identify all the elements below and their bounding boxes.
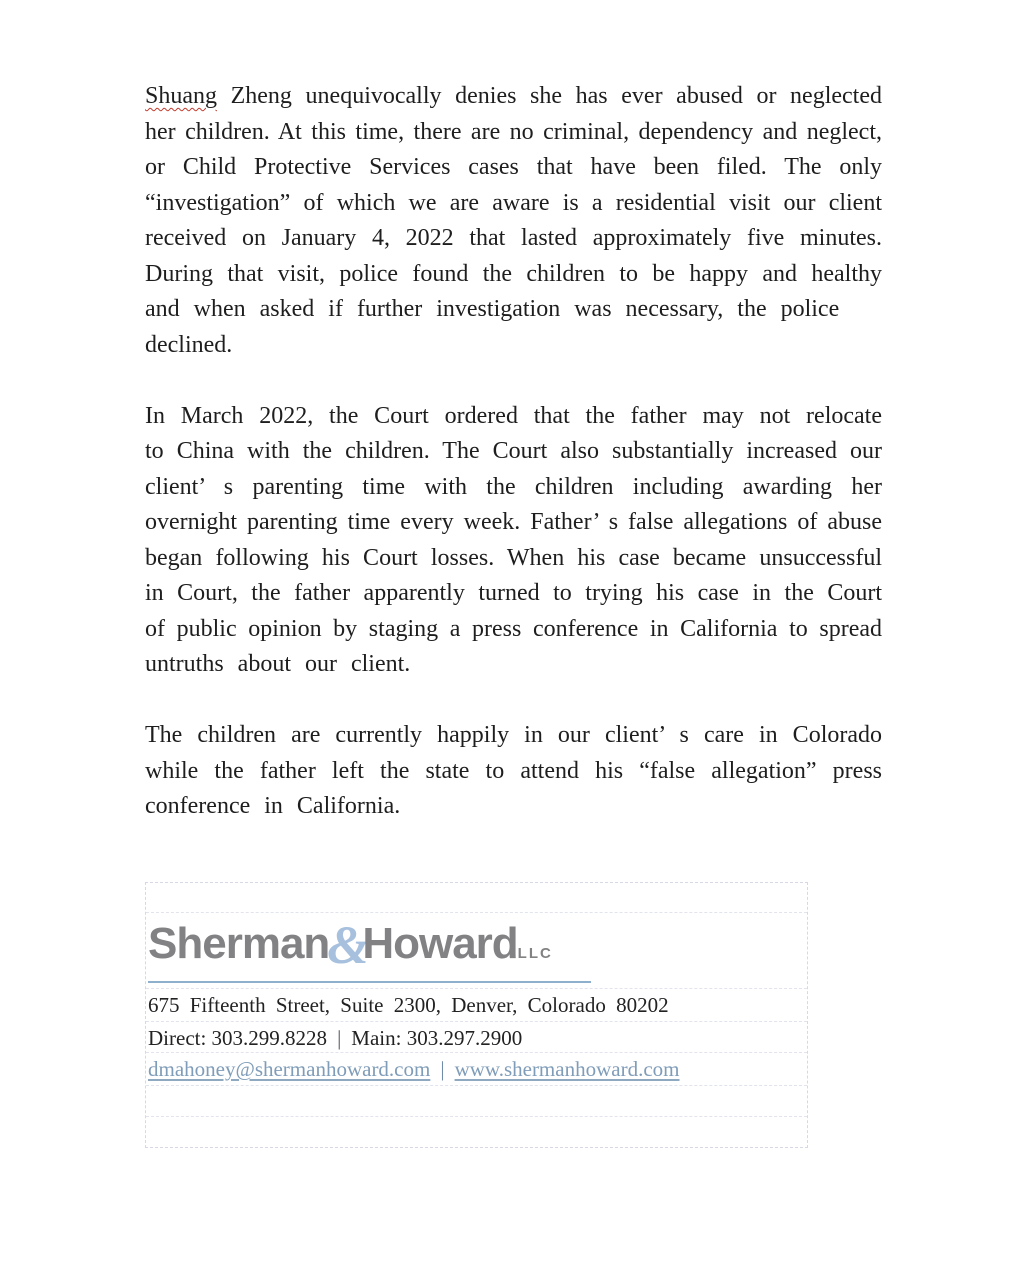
text-line: untruths about our client. bbox=[145, 651, 411, 677]
text-line: During that visit, police found the children to be happy and healthy bbox=[145, 260, 882, 287]
website-link[interactable]: www.shermanhoward.com bbox=[454, 1057, 680, 1081]
paragraph bbox=[145, 399, 882, 683]
text-line: her children. At this time, there are no criminal, dependency and neglect, bbox=[145, 118, 882, 145]
paragraph bbox=[145, 79, 882, 363]
logo-ampersand-icon: & bbox=[327, 915, 370, 975]
text-line: began following his Court losses. When his case became unsuccessful bbox=[145, 544, 882, 571]
signature-spacer-row-b bbox=[146, 1117, 807, 1147]
text-line: overnight parenting time every week. Father’ s false allegations of abuse bbox=[145, 509, 882, 535]
street-address: 675 Fifteenth Street, Suite 2300, Denver, Colorado 80202 bbox=[148, 993, 669, 1017]
text-line: and when asked if further investigation was necessary, the police declined. bbox=[145, 296, 840, 358]
sherman-howard-logo bbox=[148, 915, 591, 983]
document-body bbox=[145, 79, 882, 860]
phone-separator: | bbox=[337, 1026, 342, 1050]
text-line: “investigation” of which we are aware is a residential visit our client bbox=[145, 189, 882, 216]
text-line: in Court, the father apparently turned to trying his case in the Court bbox=[145, 580, 882, 606]
text-line: of public opinion by staging a press conference in California to spread bbox=[145, 615, 882, 642]
text-line: to China with the children. The Court also substantially increased our bbox=[145, 438, 882, 464]
text-line: In March 2022, the Court ordered that the father may not relocate bbox=[145, 402, 882, 429]
text-line: or Child Protective Services cases that have been filed. The only bbox=[145, 154, 882, 180]
logo-row bbox=[146, 913, 807, 989]
logo-name-left: Sherman bbox=[148, 919, 330, 968]
text-line: while the father left the state to attend his “false allegation” press bbox=[145, 757, 882, 784]
email-link[interactable]: dmahoney@shermanhoward.com bbox=[148, 1057, 431, 1081]
signature-table bbox=[145, 882, 808, 1148]
links-separator: | bbox=[440, 1057, 445, 1081]
phone-main: Main: 303.297.2900 bbox=[351, 1026, 523, 1050]
signature-spacer-row-a bbox=[146, 1086, 807, 1117]
misspelled-word: Shuang bbox=[145, 83, 217, 109]
paragraph bbox=[145, 718, 882, 825]
logo-llc-suffix: LLC bbox=[517, 945, 553, 962]
text-line: received on January 4, 2022 that lasted approximately five minutes. bbox=[145, 225, 882, 251]
phone-direct: Direct: 303.299.8228 bbox=[148, 1026, 328, 1050]
text-line: client’ s parenting time with the children including awarding her bbox=[145, 473, 882, 500]
signature-spacer-row-top bbox=[146, 883, 807, 913]
logo-name-right: Howard bbox=[362, 919, 518, 968]
address-row bbox=[146, 989, 807, 1022]
phone-row bbox=[146, 1022, 807, 1053]
links-row bbox=[146, 1053, 807, 1086]
text-line: Shuang Zheng unequivocally denies she has ever abused or neglected bbox=[145, 83, 882, 109]
text-line: conference in California. bbox=[145, 793, 401, 819]
text-line: The children are currently happily in our client’ s care in Colorado bbox=[145, 722, 882, 748]
logo-underline-rule bbox=[148, 981, 591, 983]
